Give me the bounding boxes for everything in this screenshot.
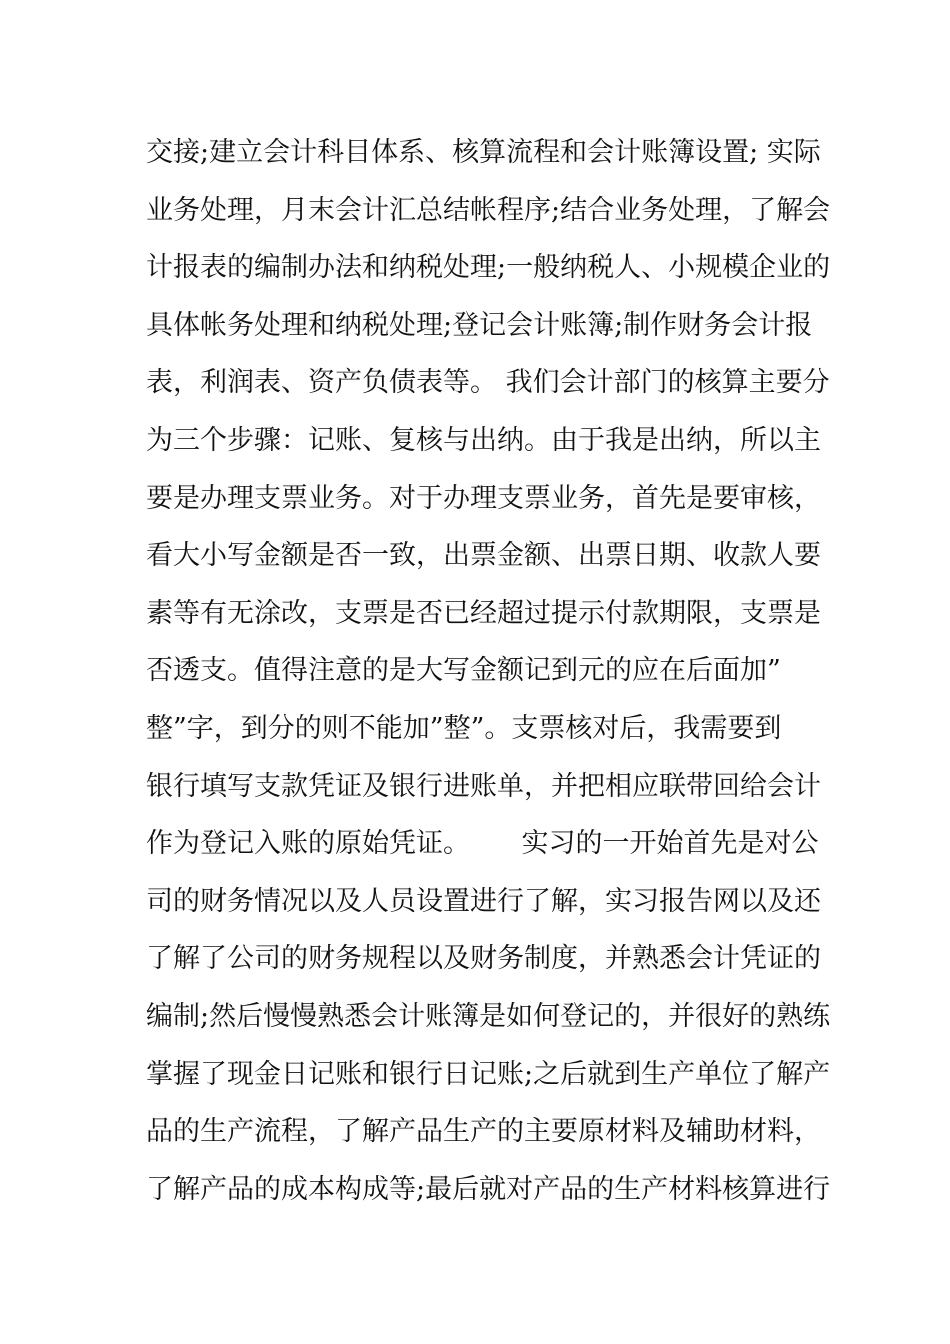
text-line: 表，利润表、资产负债表等。 我们会计部门的核算主要分: [146, 367, 830, 399]
body-text: [146, 130, 831, 1224]
text-line: 具体帐务处理和纳税处理;登记会计账簿;制作财务会计报: [146, 309, 813, 341]
text-line: 作为登记入账的原始凭证。 实习的一开始首先是对公: [146, 828, 819, 860]
text-line: 司的财务情况以及人员设置进行了解，实习报告网以及还: [146, 885, 821, 917]
text-line: 编制;然后慢慢熟悉会计账簿是如何登记的，并很好的熟练: [146, 1000, 831, 1032]
text-line: 要是办理支票业务。对于办理支票业务，首先是要审核，: [146, 482, 821, 514]
text-line: 掌握了现金日记账和银行日记账;之后就到生产单位了解产: [146, 1058, 831, 1090]
text-line: 银行填写支款凭证及银行进账单，并把相应联带回给会计: [146, 770, 821, 802]
text-line: 素等有无涂改，支票是否已经超过提示付款期限，支票是: [146, 597, 821, 629]
text-line: 交接;建立会计科目体系、核算流程和会计账簿设置; 实际: [146, 137, 821, 168]
text-line: 看大小写金额是否一致，出票金额、出票日期、收款人要: [146, 540, 821, 572]
text-line: 业务处理，月末会计汇总结帐程序;结合业务处理，了解会: [146, 194, 831, 226]
text-line: 整”字，到分的则不能加”整”。支票核对后，我需要到: [146, 712, 782, 744]
text-line: 计报表的编制办法和纳税处理;一般纳税人、小规模企业的: [146, 252, 831, 284]
text-line: 品的生产流程，了解产品生产的主要原材料及辅助材料，: [146, 1116, 821, 1148]
text-line: 了解产品的成本构成等;最后就对产品的生产材料核算进行: [146, 1173, 831, 1205]
text-line: 为三个步骤：记账、复核与出纳。由于我是出纳，所以主: [146, 424, 821, 456]
text-line: 了解了公司的财务规程以及财务制度，并熟悉会计凭证的: [146, 943, 821, 975]
text-line: 否透支。值得注意的是大写金额记到元的应在后面加”: [146, 655, 781, 687]
